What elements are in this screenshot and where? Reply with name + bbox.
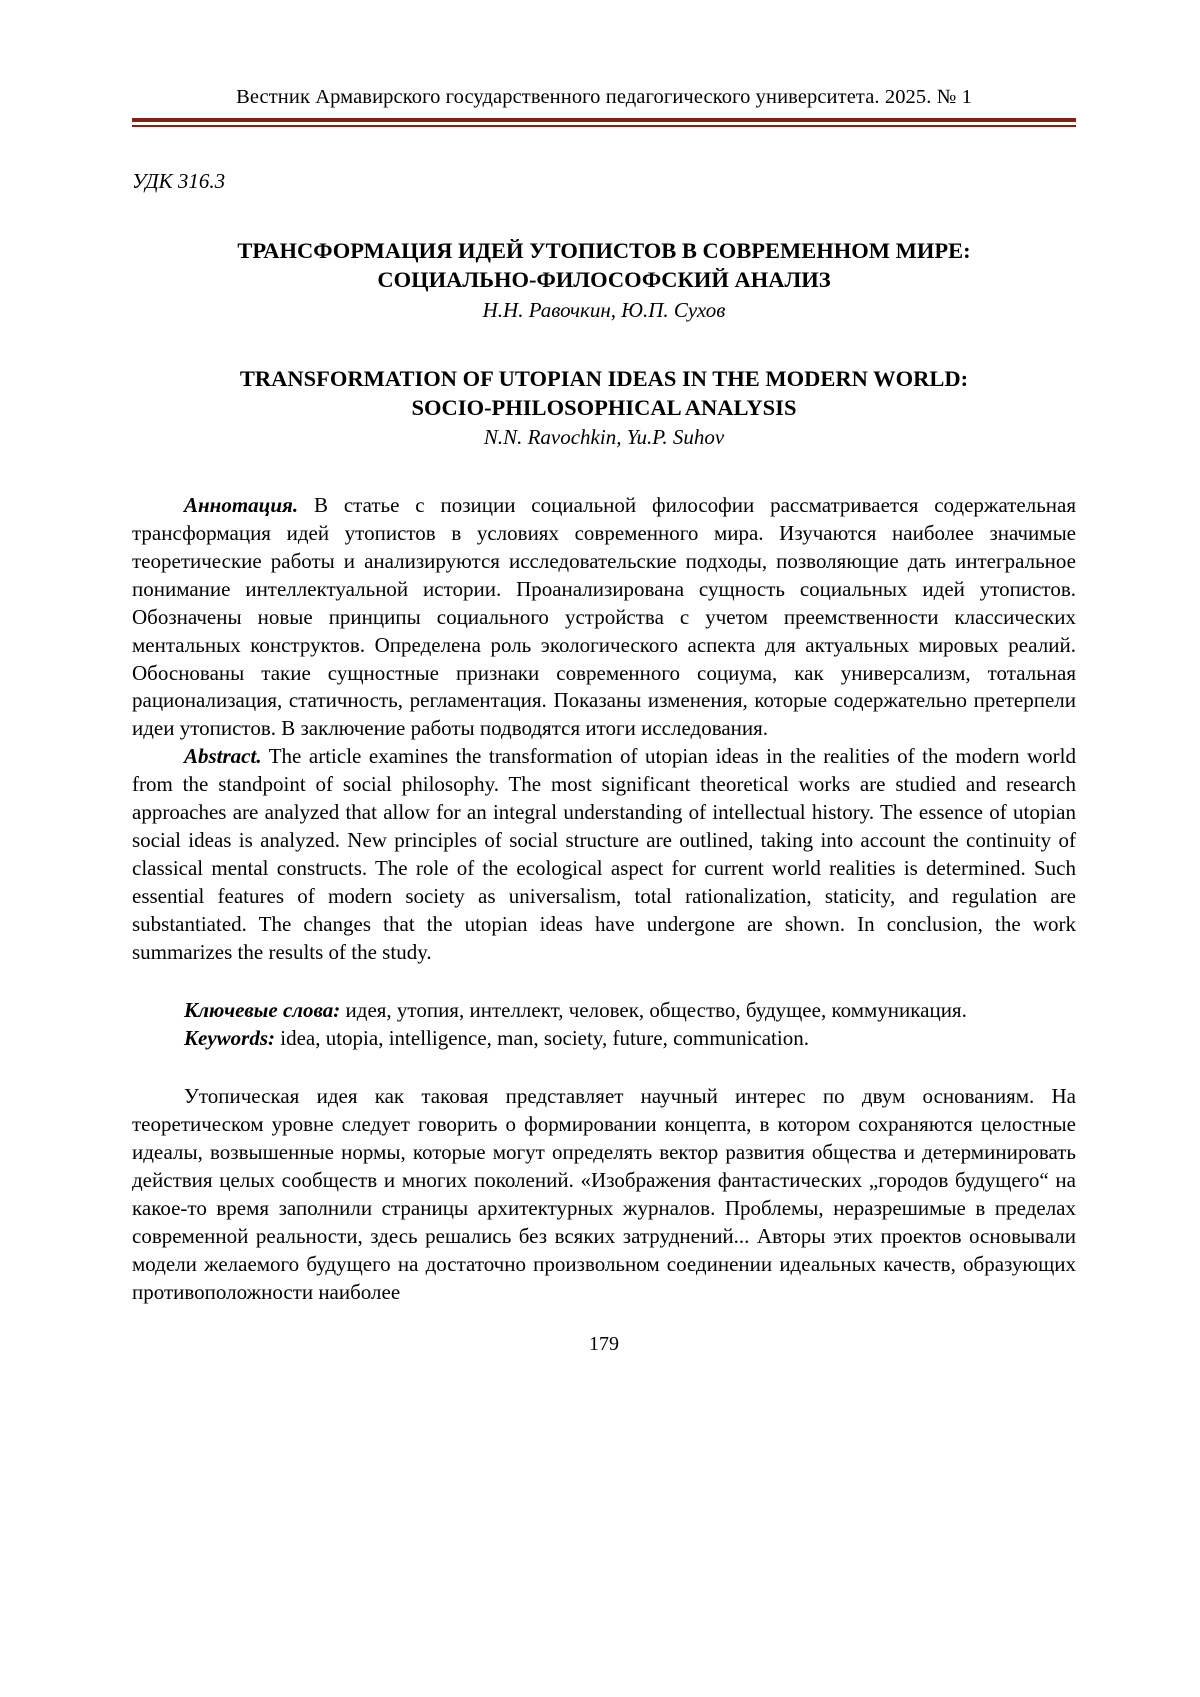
- page-footer: [132, 1333, 1076, 1356]
- keywords-en-paragraph: [132, 1025, 1076, 1053]
- article-title-en: [132, 364, 1076, 423]
- page-number: 179: [589, 1333, 619, 1356]
- annotation-text: В статье с позиции социальной философии рассматривается содержательная трансформация идей утопистов в условиях современного мира. Изучаются наиболее значимые теоретические работы и анализируются исследовательские подходы, позволяющие дать интегральное понимание интеллектуальной истории. Проанализирована сущность социальных идей утопистов. Обозначены новые принципы социального устройства с учетом преемственности классических ментальных конструктов. Определена роль экологического аспекта для актуальных мировых реалий. Обоснованы такие сущностные признаки современного социума, как универсализм, тотальная рационализация, статичность, регламентация. Показаны изменения, которые содержательно претерпели идеи утопистов. В заключение работы подводятся итоги исследования.: [132, 492, 1076, 741]
- article-body: [132, 169, 1076, 1307]
- annotation-paragraph: [132, 492, 1076, 744]
- article-authors-ru: Н.Н. Равочкин, Ю.П. Сухов: [482, 297, 726, 322]
- keywords-section: [132, 997, 1076, 1053]
- keywords-en-text: idea, utopia, intelligence, man, society, future, communication.: [280, 1026, 809, 1051]
- udc-code: УДК 316.3: [132, 169, 226, 193]
- keywords-en-label: Keywords:: [184, 1026, 275, 1051]
- annotation-label: Аннотация.: [184, 492, 299, 517]
- keywords-ru-label: Ключевые слова:: [184, 998, 341, 1023]
- abstract-section: [132, 492, 1076, 968]
- article-title-en-line1: TRANSFORMATION OF UTOPIAN IDEAS IN THE MODERN WORLD:: [239, 365, 969, 391]
- body-paragraph: Утопическая идея как таковая представляет научный интерес по двум основаниям. На теоретическом уровне следует говорить о формировании концепта, в котором сохраняются целостные идеалы, возвышенные нормы, которые могут определять вектор развития общества и детерминировать действия целых сообществ и многих поколений. «Изображения фантастических „городов будущего“ на какое-то время заполнили страницы архитектурных журналов. Проблемы, неразрешимые в пределах современной реальности, здесь решались без всяких затруднений... Авторы этих проектов основывали модели желаемого будущего на достаточно произвольном соединении идеальных качеств, образующих противоположности наиболее: [132, 1084, 1076, 1305]
- abstract-text: The article examines the transformation of utopian ideas in the realities of the modern world from the standpoint of social philosophy. The most significant theoretical works are studied and research approaches are analyzed that allow for an integral understanding of intellectual history. The essence of utopian social ideas is analyzed. New principles of social structure are outlined, taking into account the continuity of classical mental constructs. The role of the ecological aspect for current world realities is determined. Such essential features of modern society as universalism, total rationalization, staticity, and regulation are substantiated. The changes that the utopian ideas have undergone are shown. In conclusion, the work summarizes the results of the study.: [132, 744, 1076, 965]
- abstract-label: Abstract.: [184, 744, 262, 769]
- article-title-en-line2: SOCIO-PHILOSOPHICAL ANALYSIS: [411, 395, 797, 421]
- running-head: Вестник Армавирского государственного педагогического университета. 2025. № 1: [236, 86, 972, 108]
- header-rule: [132, 118, 1076, 127]
- article-authors-en: N.N. Ravochkin, Yu.P. Suhov: [483, 425, 725, 450]
- article-title-ru-line1: ТРАНСФОРМАЦИЯ ИДЕЙ УТОПИСТОВ В СОВРЕМЕННОМ МИРЕ:: [237, 238, 971, 263]
- keywords-ru-text: идея, утопия, интеллект, человек, общество, будущее, коммуникация.: [345, 998, 967, 1023]
- article-title-ru-line2: СОЦИАЛЬНО-ФИЛОСОФСКИЙ АНАЛИЗ: [377, 267, 831, 293]
- page-header: [132, 86, 1076, 127]
- article-title-ru: [132, 236, 1076, 295]
- keywords-ru-paragraph: [132, 997, 1076, 1025]
- body-text-section: [132, 1083, 1076, 1307]
- abstract-paragraph: [132, 743, 1076, 967]
